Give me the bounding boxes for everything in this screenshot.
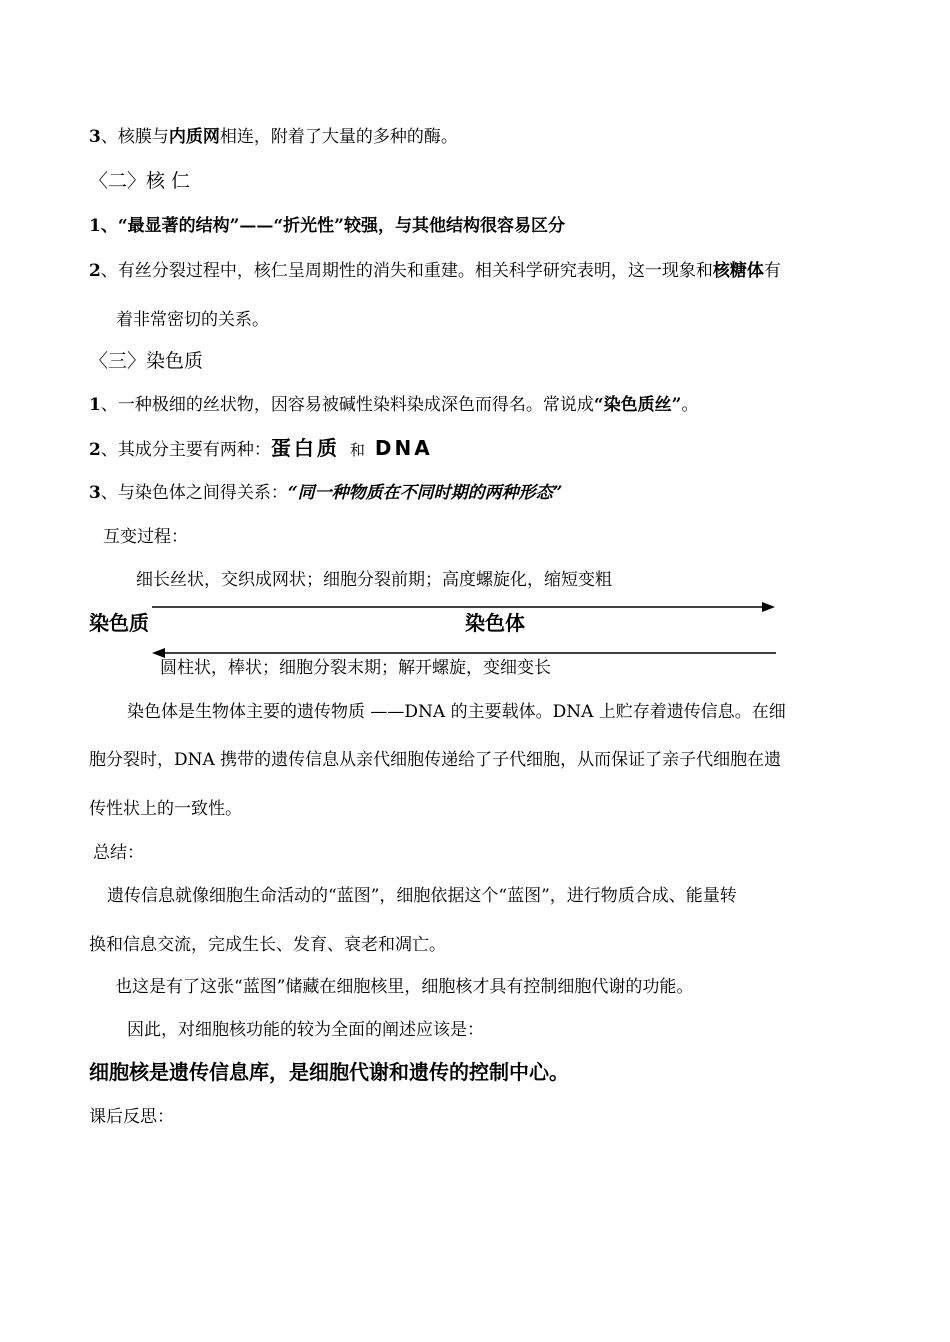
item-number: 1 (89, 395, 101, 415)
component-dna: DNA (374, 436, 433, 460)
nucleolus-heading: 〈二〉核 仁 (89, 170, 191, 192)
item-text-end: 有 (763, 261, 781, 281)
dna-paragraph-line-2: 胞分裂时，DNA 携带的遗传信息从亲代细胞传递给了子代细胞，从而保证了亲子代细胞在遗 (89, 750, 782, 770)
item-number: 2 (89, 440, 101, 460)
summary-p2: 也这是有了这张“蓝图”储藏在细胞核里，细胞核才具有控制细胞代谢的功能。 (115, 977, 694, 997)
item-bold-term: “染色质丝” (593, 395, 682, 415)
item-number: 1 (89, 216, 101, 236)
dna-paragraph-line-1: 染色体是生物体主要的遗传物质 ——DNA 的主要载体。DNA 上贮存着遗传信息。在细 (127, 702, 786, 722)
component-and: 和 (349, 441, 365, 459)
item-text: 、与染色体之间得关系： (100, 483, 288, 503)
chromatin-term: 染色质 (89, 611, 149, 635)
relation-quote: “同一种物质在不同时期的两种形态” (287, 483, 563, 503)
item-text: 、核膜与 (100, 127, 169, 147)
summary-p1-line-1: 遗传信息就像细胞生命活动的“蓝图”，细胞依据这个“蓝图”，进行物质合成、能量转 (107, 886, 737, 906)
item-number: 2 (89, 261, 101, 281)
chromatin-heading: 〈三〉染色质 (89, 350, 204, 372)
item-bold-term: 内质网 (168, 127, 220, 147)
reflection-label: 课后反思： (89, 1107, 174, 1127)
item-text: 、一种极细的丝状物，因容易被碱性染料染成深色而得名。常说成 (100, 395, 594, 415)
item-text-end: 相连，附着了大量的多种的酶。 (219, 127, 458, 147)
nucleolus-item-2-continuation: 着非常密切的关系。 (116, 310, 269, 330)
item-text: 、“最显著的结构”——“折光性”较强，与其他结构很容易区分 (100, 216, 565, 236)
summary-p3: 因此，对细胞核功能的较为全面的阐述应该是： (127, 1020, 484, 1040)
component-protein: 蛋白质 (270, 436, 340, 460)
item-text: 、有丝分裂过程中，核仁呈周期性的消失和重建。相关科学研究表明，这一现象和 (100, 261, 713, 281)
item-bold-term: 核糖体 (712, 261, 764, 281)
item-number: 3 (89, 483, 101, 503)
item-text-end: 。 (681, 395, 699, 415)
summary-p1-line-2: 换和信息交流，完成生长、发育、衰老和凋亡。 (89, 935, 446, 955)
chromosome-term: 染色体 (465, 611, 525, 635)
summary-conclusion: 细胞核是遗传信息库，是细胞代谢和遗传的控制中心。 (89, 1060, 569, 1084)
interconversion-label: 互变过程： (103, 527, 188, 547)
backward-condition: 圆柱状，棒状；细胞分裂末期；解开螺旋，变细变长 (160, 658, 551, 678)
item-text: 、其成分主要有两种： (100, 440, 271, 460)
forward-arrow-head (762, 602, 775, 612)
summary-label: 总结： (93, 843, 144, 863)
item-number: 3 (89, 127, 101, 147)
dna-paragraph-line-3: 传性状上的一致性。 (89, 799, 242, 819)
forward-condition: 细长丝状，交织成网状；细胞分裂前期；高度螺旋化，缩短变粗 (136, 570, 612, 590)
